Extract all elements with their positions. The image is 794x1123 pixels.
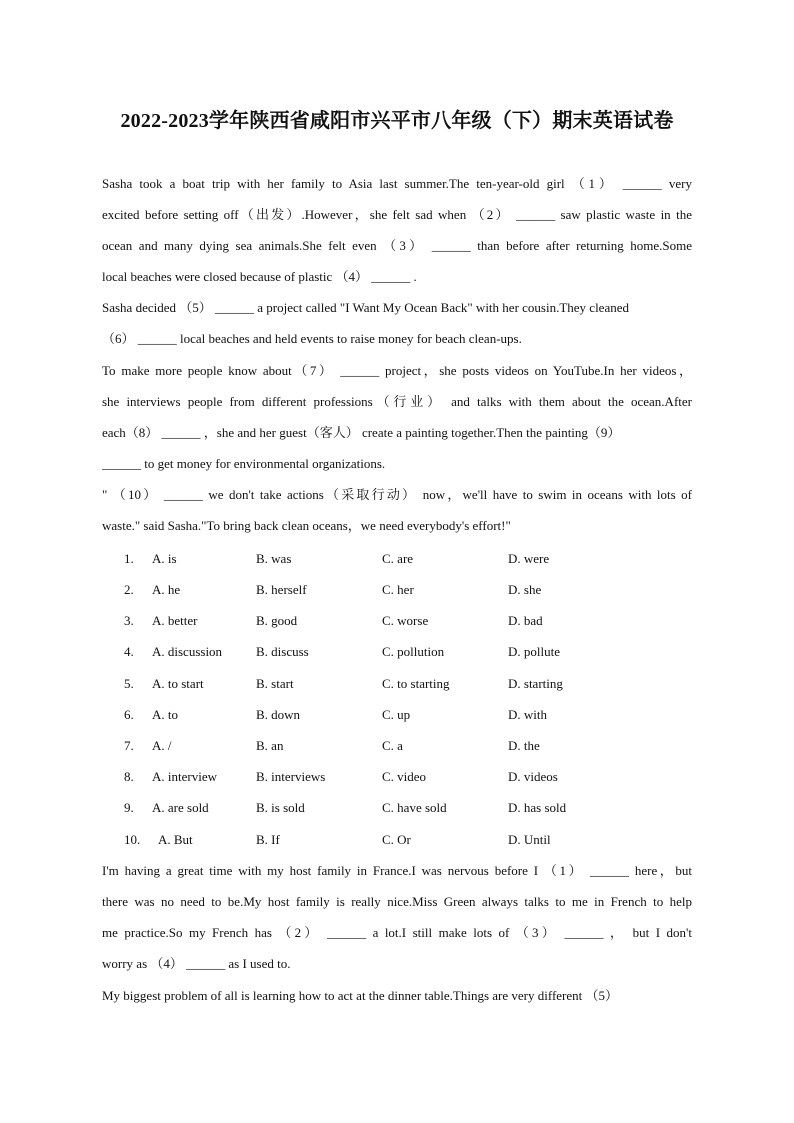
question-number: 2.	[124, 582, 134, 597]
passage2-line: there was no need to be.My host family is really nice.Miss Green always talks to me in French to help	[102, 894, 692, 909]
option-a: A. are sold	[152, 800, 209, 815]
option-a: A. to	[152, 707, 178, 722]
question-number: 1.	[124, 551, 134, 566]
passage2-line: I'm having a great time with my host family in France.I was nervous before I （1） ______ here，but	[102, 863, 692, 878]
question-number: 5.	[124, 676, 134, 691]
passage1-line: （6） ______ local beaches and held events to raise money for beach clean-ups.	[102, 331, 522, 346]
option-a: A. /	[152, 738, 172, 753]
option-d: D. with	[508, 707, 547, 722]
option-d: D. she	[508, 582, 542, 597]
passage2-line: me practice.So my French has （2） ______ a lot.I still make lots of （3） ______ ， but I don't	[102, 925, 692, 940]
passage1-line: each（8） ______ ，she and her guest（客人） create a painting together.Then the painting（9）	[102, 425, 621, 440]
option-a: A. to start	[152, 676, 204, 691]
passage1-line: excited before setting off（出发）.However，she felt sad when （2） ______ saw plastic waste in the	[102, 207, 692, 222]
passage1-line: " （10） ______ we don't take actions（采取行动） now，we'll have to swim in oceans with lots of	[102, 487, 692, 502]
option-c: C. worse	[382, 613, 429, 628]
option-d: D. starting	[508, 676, 563, 691]
option-d: D. bad	[508, 613, 543, 628]
question-row	[0, 831, 794, 849]
option-c: C. Or	[382, 832, 411, 847]
option-b: B. If	[256, 832, 280, 847]
option-a: A. interview	[152, 769, 217, 784]
question-row	[0, 581, 794, 599]
option-b: B. herself	[256, 582, 307, 597]
option-c: C. her	[382, 582, 414, 597]
option-b: B. discuss	[256, 644, 309, 659]
option-b: B. is sold	[256, 800, 305, 815]
option-a: A. better	[152, 613, 198, 628]
passage1-line: waste." said Sasha."To bring back clean oceans，we need everybody's effort!"	[102, 518, 511, 533]
passage1-line: ______ to get money for environmental organizations.	[102, 456, 386, 471]
option-a: A. But	[158, 832, 193, 847]
option-b: B. start	[256, 676, 294, 691]
option-a: A. is	[152, 551, 177, 566]
option-c: C. up	[382, 707, 411, 722]
passage1-line: Sasha decided （5） ______ a project called "I Want My Ocean Back" with her cousin.They cleaned	[102, 300, 629, 315]
question-row	[0, 706, 794, 724]
option-c: C. have sold	[382, 800, 447, 815]
option-c: C. video	[382, 769, 427, 784]
option-a: A. discussion	[152, 644, 223, 659]
option-d: D. Until	[508, 832, 551, 847]
option-d: D. were	[508, 551, 550, 566]
question-row	[0, 799, 794, 817]
question-number: 3.	[124, 613, 134, 628]
option-b: B. was	[256, 551, 292, 566]
question-number: 4.	[124, 644, 134, 659]
option-d: D. videos	[508, 769, 558, 784]
question-number: 9.	[124, 800, 134, 815]
option-c: C. pollution	[382, 644, 445, 659]
question-row	[0, 612, 794, 630]
option-b: B. an	[256, 738, 284, 753]
passage2-line: worry as （4） ______ as I used to.	[102, 956, 291, 971]
question-number: 10.	[124, 832, 141, 847]
option-a: A. he	[152, 582, 181, 597]
passage1-line: ocean and many dying sea animals.She felt even （3） ______ than before after returning home.Some	[102, 238, 692, 253]
option-b: B. good	[256, 613, 298, 628]
question-row	[0, 737, 794, 755]
question-row	[0, 675, 794, 693]
passage1-line: Sasha took a boat trip with her family to Asia last summer.The ten-year-old girl （1） ______ very	[102, 176, 692, 191]
option-b: B. interviews	[256, 769, 326, 784]
passage1-line: To make more people know about（7） ______ project，she posts videos on YouTube.In her videos，	[102, 363, 692, 378]
option-b: B. down	[256, 707, 301, 722]
passage1-line: local beaches were closed because of plastic （4） ______ .	[102, 269, 417, 284]
option-d: D. has sold	[508, 800, 567, 815]
option-d: D. pollute	[508, 644, 560, 659]
question-number: 8.	[124, 769, 134, 784]
question-number: 6.	[124, 707, 134, 722]
passage1-line: she interviews people from different professions（行业） and talks with them about the ocean.After	[102, 394, 692, 409]
question-row	[0, 768, 794, 786]
option-c: C. a	[382, 738, 403, 753]
option-c: C. to starting	[382, 676, 450, 691]
question-row	[0, 550, 794, 568]
option-d: D. the	[508, 738, 540, 753]
question-number: 7.	[124, 738, 134, 753]
question-row	[0, 643, 794, 661]
option-c: C. are	[382, 551, 414, 566]
passage2-line: My biggest problem of all is learning how to act at the dinner table.Things are very different （5）	[102, 988, 619, 1003]
exam-title: 2022-2023学年陕西省咸阳市兴平市八年级（下）期末英语试卷	[120, 110, 674, 132]
